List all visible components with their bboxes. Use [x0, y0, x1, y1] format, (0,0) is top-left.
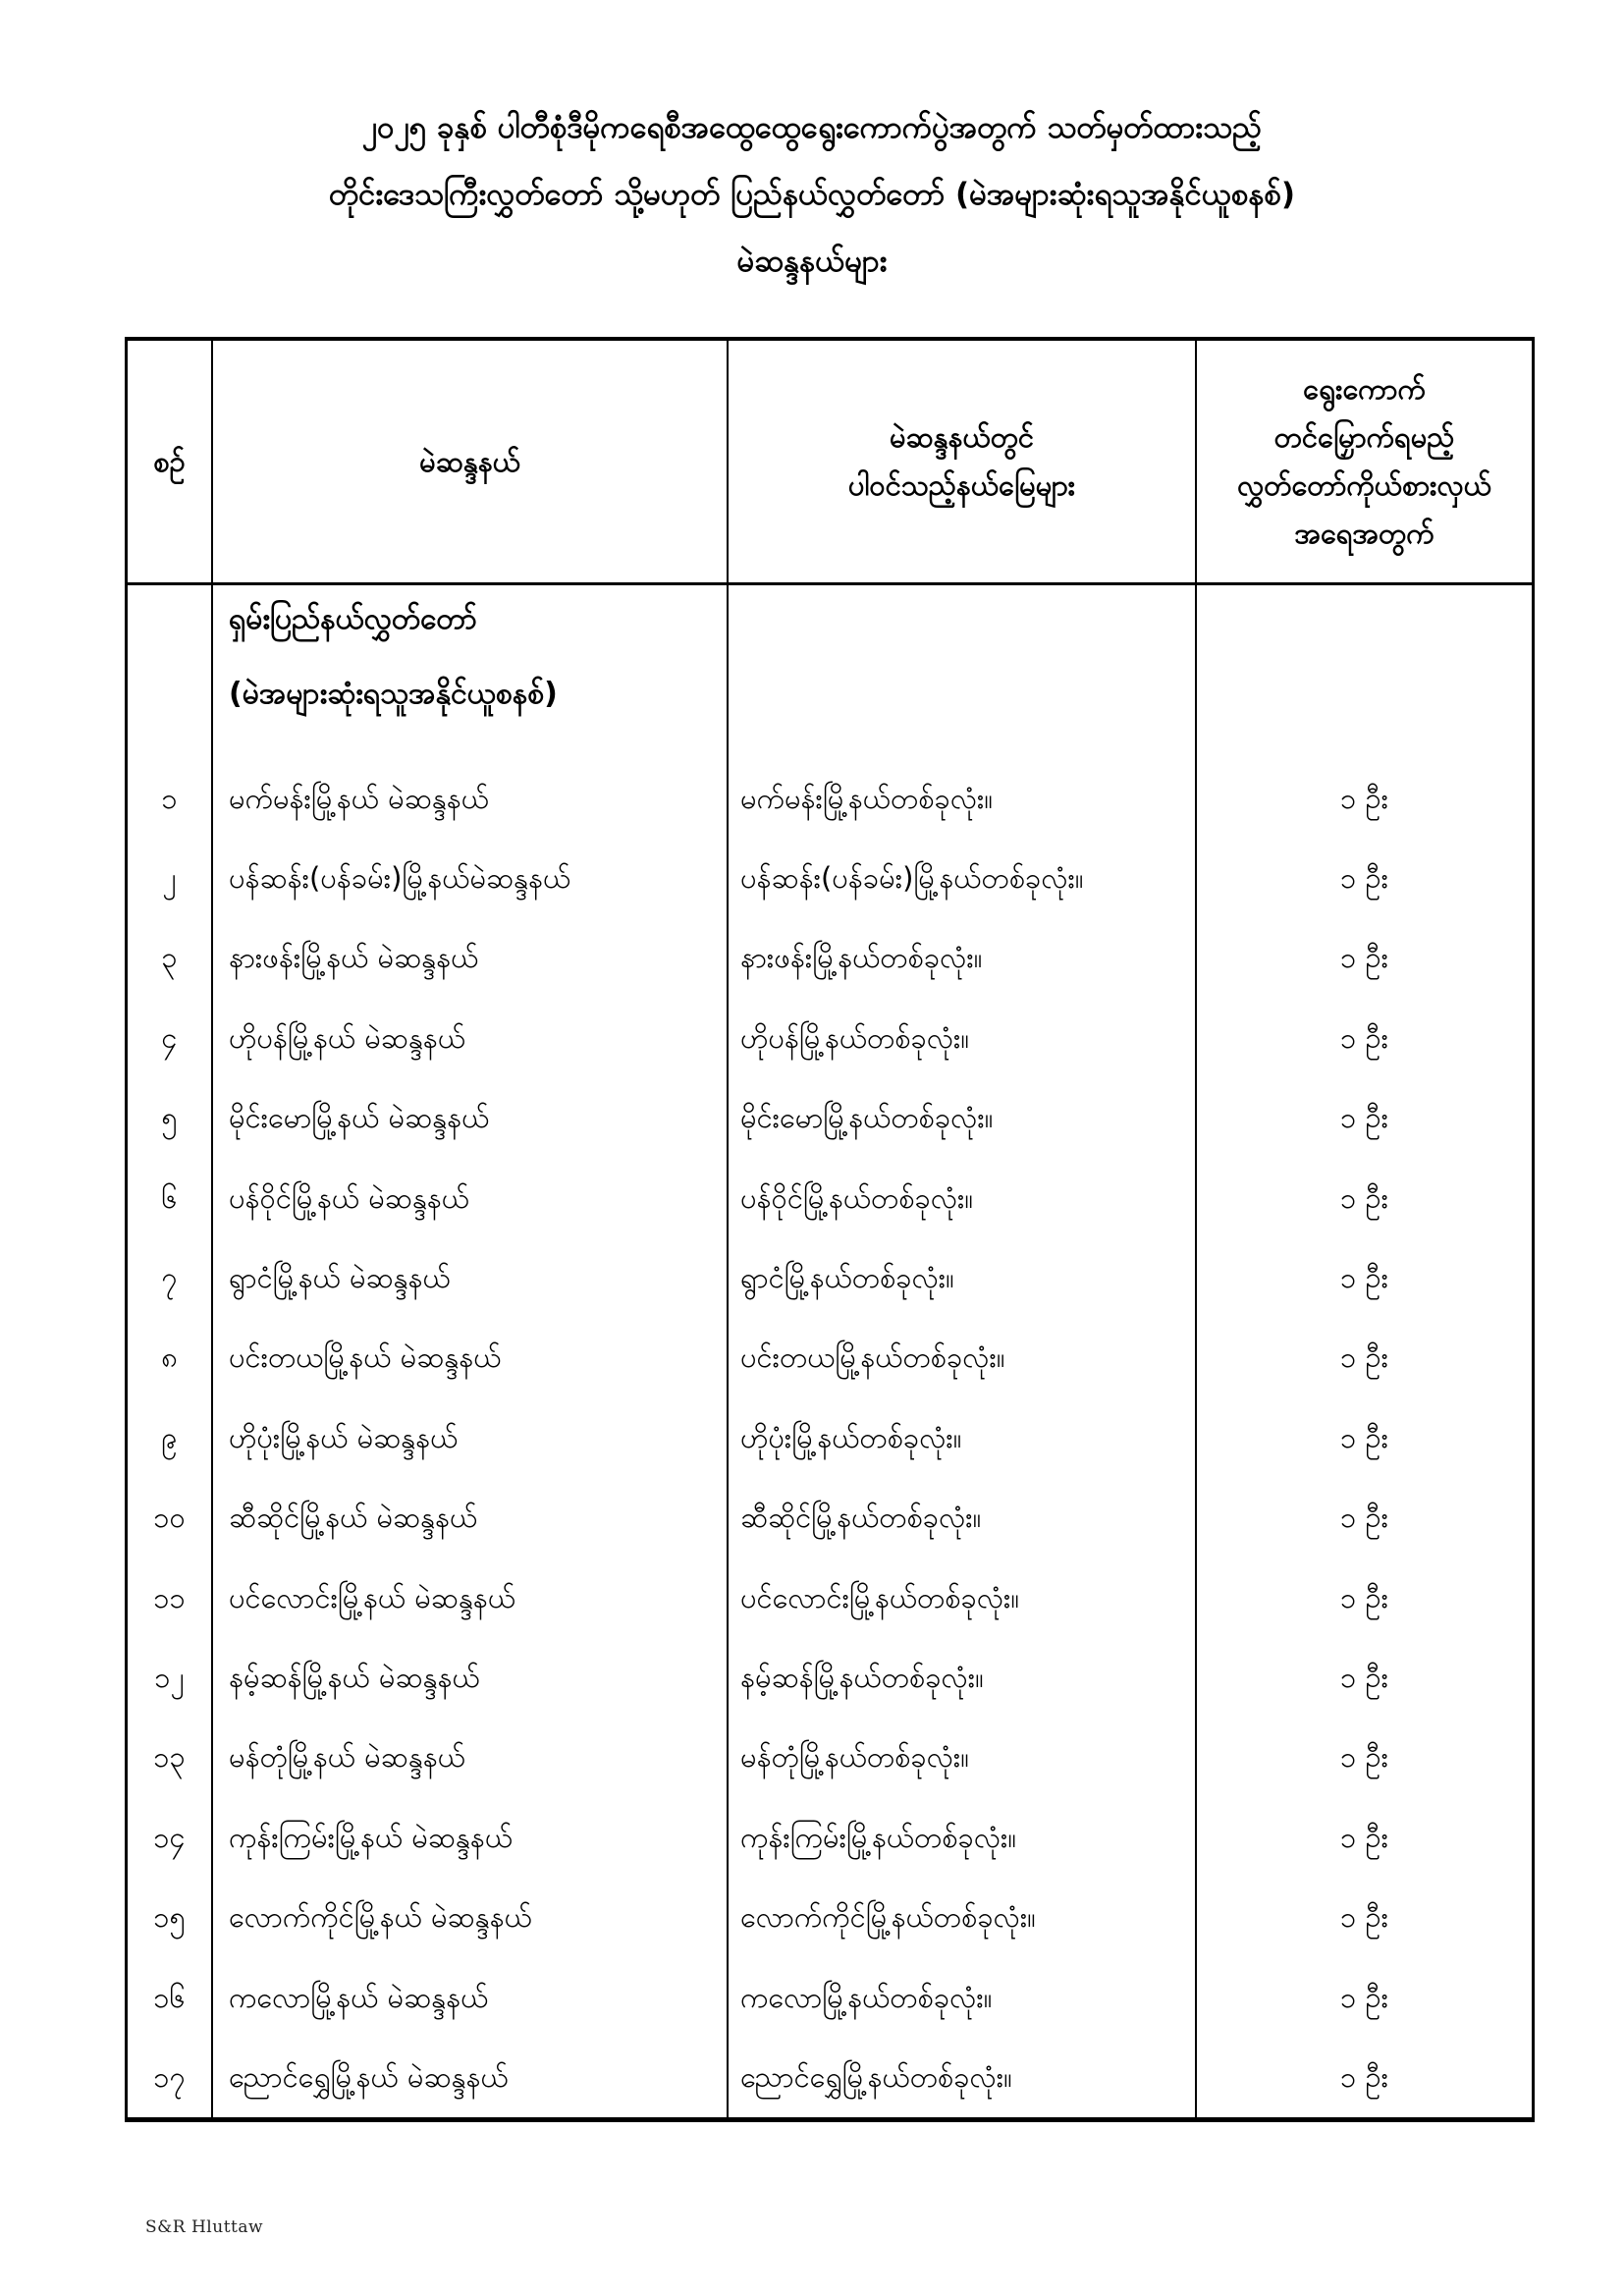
row-constituency-cell: မန်တုံမြို့နယ် မဲဆန္ဒနယ်: [213, 1718, 729, 1797]
header-constituency-cell: [213, 341, 729, 582]
row-reps-cell: ၁ ဦး: [1340, 941, 1388, 975]
header-no-label: စဉ်: [153, 444, 186, 478]
table-row: [128, 1558, 1532, 1637]
row-areas-cell: ညောင်ရွှေမြို့နယ်တစ်ခုလုံး။: [729, 2037, 1197, 2116]
section-title-cell: [213, 585, 729, 758]
row-constituency-cell: ဟိုပန်မြို့နယ် မဲဆန္ဒနယ်: [213, 998, 729, 1077]
row-no-cell: ၁၂: [128, 1637, 213, 1717]
title-line-1: ၂၀၂၅ ခုနှစ် ပါတီစုံဒီမိုကရေစီအထွေထွေရွေးကောက်ပွဲအတွက် သတ်မှတ်ထားသည့်: [361, 110, 1263, 145]
row-areas-cell: မက်မန်းမြို့နယ်တစ်ခုလုံး။: [729, 758, 1197, 838]
row-constituency-cell: ကလောမြို့နယ် မဲဆန္ဒနယ်: [213, 1957, 729, 2037]
row-reps-cell: ၁ ဦး: [1340, 1900, 1388, 1935]
table-row: [128, 1397, 1532, 1477]
table-row: [128, 1718, 1532, 1797]
row-constituency-cell: ဆီဆိုင်မြို့နယ် မဲဆန္ဒနယ်: [213, 1478, 729, 1558]
row-areas-cell: ပန်ဆန်း(ပန်ခမ်း)မြို့နယ်တစ်ခုလုံး။: [729, 838, 1197, 917]
constituency-table: [125, 337, 1535, 2122]
table-row: [128, 1237, 1532, 1317]
row-areas-cell: ပင်းတယမြို့နယ်တစ်ခုလုံး။: [729, 1318, 1197, 1397]
row-reps-cell: ၁ ဦး: [1340, 1820, 1388, 1854]
table-row: [128, 998, 1532, 1077]
header-areas-line-1: မဲဆန္ဒနယ်တွင်: [889, 420, 1035, 454]
row-areas-cell: ဟိုပန်မြို့နယ်တစ်ခုလုံး။: [729, 998, 1197, 1077]
table-row: [128, 2037, 1532, 2116]
table-row: [128, 1797, 1532, 1877]
table-row: [128, 1078, 1532, 1158]
header-areas-cell: [729, 341, 1197, 582]
row-areas-cell: မိုင်းမောမြို့နယ်တစ်ခုလုံး။: [729, 1078, 1197, 1158]
table-row: [128, 1957, 1532, 2037]
row-no-cell: ၁၆: [128, 1957, 213, 2037]
table-row: [128, 1877, 1532, 1956]
row-constituency-cell: ရွာငံမြို့နယ် မဲဆန္ဒနယ်: [213, 1237, 729, 1317]
row-areas-cell: ကလောမြို့နယ်တစ်ခုလုံး။: [729, 1957, 1197, 2037]
row-constituency-cell: ပင်းတယမြို့နယ် မဲဆန္ဒနယ်: [213, 1318, 729, 1397]
row-areas-cell: ဆီဆိုင်မြို့နယ်တစ်ခုလုံး။: [729, 1478, 1197, 1558]
row-no-cell: ၈: [128, 1318, 213, 1397]
row-reps-cell: ၁ ဦး: [1340, 1501, 1388, 1535]
row-areas-cell: နမ့်ဆန်မြို့နယ်တစ်ခုလုံး။: [729, 1637, 1197, 1717]
table-row: [128, 918, 1532, 998]
table-body-rows: [128, 758, 1532, 2117]
row-no-cell: ၁၅: [128, 1877, 213, 1956]
table-row: [128, 838, 1532, 917]
row-areas-cell: ဟိုပုံးမြို့နယ်တစ်ခုလုံး။: [729, 1397, 1197, 1477]
header-constituency-label: မဲဆန္ဒနယ်: [419, 444, 520, 478]
row-constituency-cell: ပန်ဝိုင်မြို့နယ် မဲဆန္ဒနယ်: [213, 1158, 729, 1237]
table-row: [128, 1318, 1532, 1397]
row-constituency-cell: ပန်ဆန်း(ပန်ခမ်း)မြို့နယ်မဲဆန္ဒနယ်: [213, 838, 729, 917]
row-areas-cell: ပန်ဝိုင်မြို့နယ်တစ်ခုလုံး။: [729, 1158, 1197, 1237]
document-title: [0, 94, 1624, 295]
row-reps-cell: ၁ ဦး: [1340, 1580, 1388, 1614]
row-areas-cell: လောက်ကိုင်မြို့နယ်တစ်ခုလုံး။: [729, 1877, 1197, 1956]
row-constituency-cell: မိုင်းမောမြို့နယ် မဲဆန္ဒနယ်: [213, 1078, 729, 1158]
row-no-cell: ၁၄: [128, 1797, 213, 1877]
row-no-cell: ၁၇: [128, 2037, 213, 2116]
row-no-cell: ၁၀: [128, 1478, 213, 1558]
row-no-cell: ၁၃: [128, 1718, 213, 1797]
row-reps-cell: ၁ ဦး: [1340, 781, 1388, 815]
row-constituency-cell: နားဖန်းမြို့နယ် မဲဆန္ဒနယ်: [213, 918, 729, 998]
section-title-line-2: (မဲအများဆုံးရသူအနိုင်ယူစနစ်): [229, 677, 558, 711]
row-constituency-cell: ညောင်ရွှေမြို့နယ် မဲဆန္ဒနယ်: [213, 2037, 729, 2116]
row-constituency-cell: လောက်ကိုင်မြို့နယ် မဲဆန္ဒနယ်: [213, 1877, 729, 1956]
row-reps-cell: ၁ ဦး: [1340, 1980, 1388, 2014]
section-title-line-1: ရှမ်းပြည်နယ်လွှတ်တော်: [229, 602, 477, 636]
row-reps-cell: ၁ ဦး: [1340, 1740, 1388, 1775]
footer-watermark: S&R Hluttaw: [145, 2217, 264, 2237]
row-areas-cell: ရွာငံမြို့နယ်တစ်ခုလုံး။: [729, 1237, 1197, 1317]
header-reps-line-3: လွှတ်တော်ကိုယ်စားလှယ်: [1237, 468, 1491, 502]
row-no-cell: ၁: [128, 758, 213, 838]
row-no-cell: ၄: [128, 998, 213, 1077]
row-constituency-cell: ကုန်းကြမ်းမြို့နယ် မဲဆန္ဒနယ်: [213, 1797, 729, 1877]
row-areas-cell: မန်တုံမြို့နယ်တစ်ခုလုံး။: [729, 1718, 1197, 1797]
row-reps-cell: ၁ ဦး: [1340, 1101, 1388, 1135]
header-reps-line-1: ရွေးကောက်: [1303, 372, 1426, 406]
row-reps-cell: ၁ ဦး: [1340, 1660, 1388, 1694]
header-reps-line-4: အရေအတွက်: [1294, 517, 1435, 550]
table-row: [128, 758, 1532, 838]
row-reps-cell: ၁ ဦး: [1340, 1020, 1388, 1055]
row-reps-cell: ၁ ဦး: [1340, 1340, 1388, 1375]
row-constituency-cell: နမ့်ဆန်မြို့နယ် မဲဆန္ဒနယ်: [213, 1637, 729, 1717]
row-reps-cell: ၁ ဦး: [1340, 2059, 1388, 2094]
section-areas-cell: [729, 585, 1197, 758]
row-no-cell: ၁၁: [128, 1558, 213, 1637]
row-reps-cell: ၁ ဦး: [1340, 861, 1388, 896]
row-reps-cell: ၁ ဦး: [1340, 1261, 1388, 1295]
header-reps-cell: [1197, 341, 1532, 582]
row-constituency-cell: ဟိုပုံးမြို့နယ် မဲဆန္ဒနယ်: [213, 1397, 729, 1477]
row-no-cell: ၆: [128, 1158, 213, 1237]
table-header-row: [128, 341, 1532, 585]
row-no-cell: ၇: [128, 1237, 213, 1317]
header-areas-line-2: ပါဝင်သည့်နယ်မြေများ: [847, 468, 1076, 502]
row-no-cell: ၃: [128, 918, 213, 998]
title-line-2: တိုင်းဒေသကြီးလွှတ်တော် သို့မဟုတ် ပြည်နယ်လွှတ်တော် (မဲအများဆုံးရသူအနိုင်ယူစနစ်): [328, 177, 1296, 212]
table-row: [128, 1478, 1532, 1558]
row-reps-cell: ၁ ဦး: [1340, 1180, 1388, 1215]
title-line-3: မဲဆန္ဒနယ်များ: [736, 244, 888, 279]
section-no-cell: [128, 585, 213, 758]
row-reps-cell: ၁ ဦး: [1340, 1420, 1388, 1454]
row-no-cell: ၅: [128, 1078, 213, 1158]
table-row: [128, 1637, 1532, 1717]
table-section-row: [128, 585, 1532, 758]
row-areas-cell: ပင်လောင်းမြို့နယ်တစ်ခုလုံး။: [729, 1558, 1197, 1637]
header-reps-line-2: တင်မြှောက်ရမည့်: [1273, 420, 1455, 454]
row-areas-cell: နားဖန်းမြို့နယ်တစ်ခုလုံး။: [729, 918, 1197, 998]
row-areas-cell: ကုန်းကြမ်းမြို့နယ်တစ်ခုလုံး။: [729, 1797, 1197, 1877]
header-no-cell: [128, 341, 213, 582]
table-row: [128, 1158, 1532, 1237]
row-no-cell: ၂: [128, 838, 213, 917]
row-constituency-cell: မက်မန်းမြို့နယ် မဲဆန္ဒနယ်: [213, 758, 729, 838]
row-constituency-cell: ပင်လောင်းမြို့နယ် မဲဆန္ဒနယ်: [213, 1558, 729, 1637]
row-no-cell: ၉: [128, 1397, 213, 1477]
section-reps-cell: [1197, 585, 1532, 758]
